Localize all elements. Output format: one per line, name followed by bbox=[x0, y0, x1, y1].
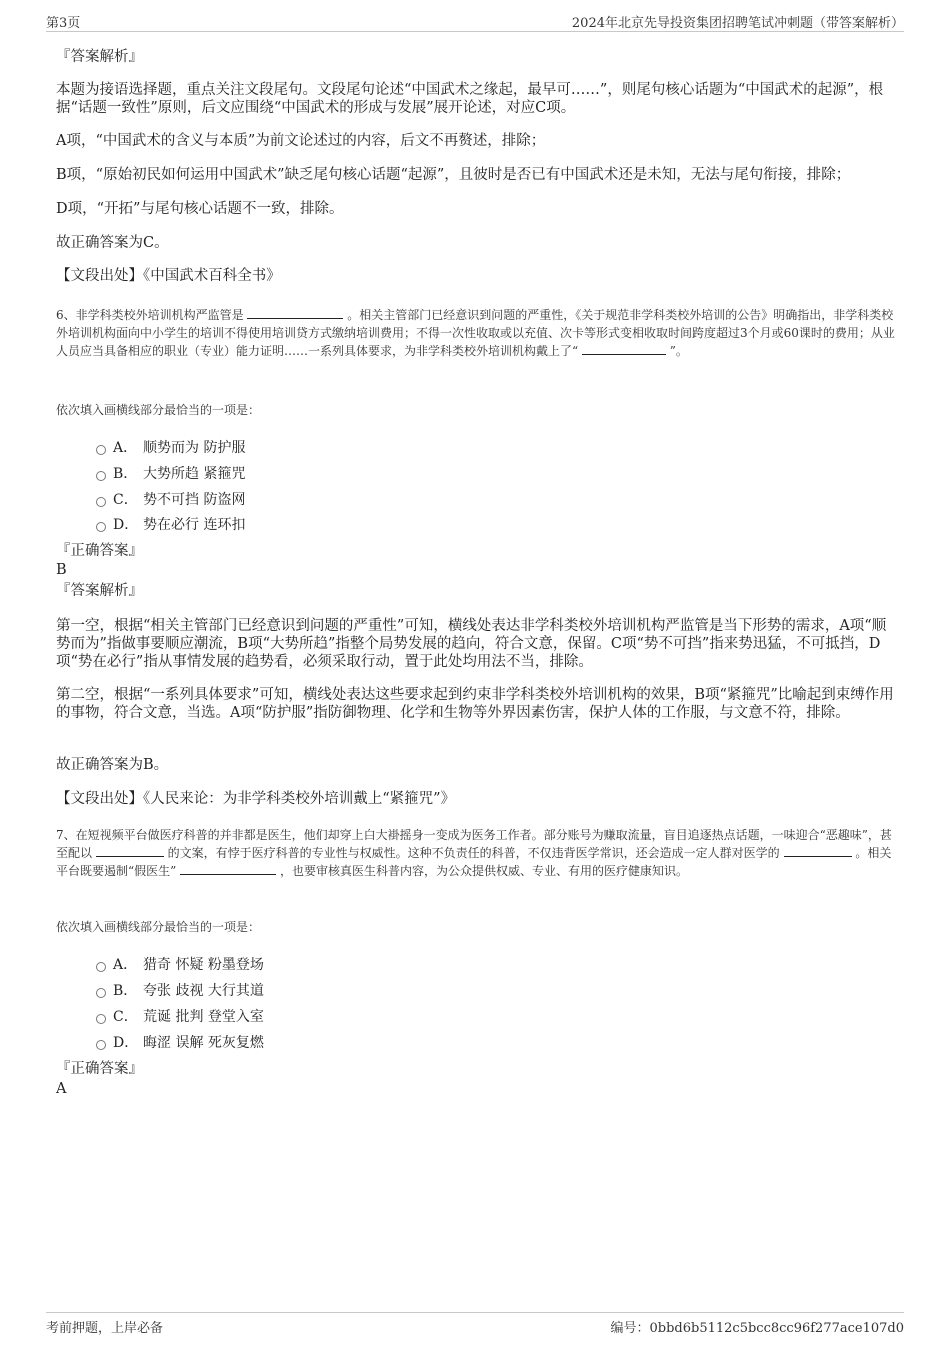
q6-analysis-heading: 『答案解析』 bbox=[56, 583, 143, 599]
footer-slogan: 考前押题，上岸必备 bbox=[46, 1321, 164, 1336]
q6-option-d[interactable]: D． 势在必行 连环扣 bbox=[96, 514, 245, 534]
q7-stem-part1: 7、在短视频平台做医疗科普的并非都是医生，他们却穿上白大褂摇身一变成为医务工作者。部分账号为赚取流量，盲目追逐热点话题，一味迎合“恶趣味”，甚至配以 bbox=[56, 828, 892, 860]
page-number: 第3页 bbox=[46, 16, 81, 31]
page-footer bbox=[46, 1312, 904, 1336]
page-header bbox=[46, 10, 904, 32]
q6-analysis-p1: 第一空，根据“相关主管部门已经意识到问题的严重性”可知，横线处表达非学科类校外培训机构严监管是当下形势的需求，A项“顺势而为”指做事要顺应潮流，B项“大势所趋”指整个局势发展的趋向，符合文意，保留。C项“势不可挡”指来势迅猛，不可抵挡，D项“势在必行”指从事情发展的趋势看，必须采取行动，置于此处均用法不当，排除。 bbox=[56, 618, 887, 670]
q6-stem-part2: 。相关主管部门已经意识到问题的严重性，《关于规范非学科类校外培训的公告》明确指出，非学科类校外培训机构面向中小学生的培训不得使用培训贷方式缴纳培训费用；不得一次性收取或以充值、次卡等形式变相收取时间跨度超过3个月或60课时的费用；从业人员应当具备相应的职业（专业）能力证明……一系列具体要求，为非学科类校外培训机构戴上了“ bbox=[56, 308, 895, 358]
q6-blank-2 bbox=[582, 342, 666, 355]
q6-option-c[interactable]: C． 势不可挡 防盗网 bbox=[96, 489, 245, 509]
document-code: 编号：0bbd6b5112c5bcc8cc96f277ace107d0 bbox=[610, 1321, 904, 1336]
radio-icon[interactable] bbox=[96, 1040, 106, 1050]
radio-icon[interactable] bbox=[96, 445, 106, 455]
q5-analysis-p4: D项，“开拓”与尾句核心话题不一致，排除。 bbox=[56, 201, 344, 217]
q6-answer-heading: 『正确答案』 bbox=[56, 543, 143, 559]
q5-analysis-p2: A项，“中国武术的含义与本质”为前文论述过的内容，后文不再赘述，排除； bbox=[56, 133, 546, 149]
q7-answer: A bbox=[56, 1081, 67, 1097]
q7-stem-part4: ，也要审核真医生科普内容，为公众提供权威、专业、有用的医疗健康知识。 bbox=[279, 864, 688, 878]
q6-stem-part1: 6、非学科类校外培训机构严监管是 bbox=[56, 308, 244, 322]
q6-blank-1 bbox=[247, 306, 343, 319]
radio-icon[interactable] bbox=[96, 962, 106, 972]
q7-answer-heading: 『正确答案』 bbox=[56, 1061, 143, 1077]
q5-source: 【文段出处】《中国武术百科全书》 bbox=[56, 268, 281, 284]
q7-blank-1 bbox=[96, 844, 164, 857]
q6-option-a[interactable]: A． 顺势而为 防护服 bbox=[96, 437, 245, 457]
radio-icon[interactable] bbox=[96, 471, 106, 481]
q7-blank-2 bbox=[784, 844, 852, 857]
q6-answer: B bbox=[56, 562, 67, 578]
q5-answer-line: 故正确答案为C。 bbox=[56, 235, 169, 251]
q6-option-b[interactable]: B． 大势所趋 紧箍咒 bbox=[96, 463, 245, 483]
radio-icon[interactable] bbox=[96, 1014, 106, 1024]
radio-icon[interactable] bbox=[96, 522, 106, 532]
q5-analysis-p1: 本题为接语选择题，重点关注文段尾句。文段尾句论述“中国武术之缘起，最早可……”，则尾句核心话题为“中国武术的起源”，根据“话题一致性”原则，后文应围绕“中国武术的形成与发展”展开论述，对应C项。 bbox=[56, 82, 884, 116]
q7-option-a[interactable]: A． 猎奇 怀疑 粉墨登场 bbox=[96, 954, 264, 974]
q5-analysis-p3: B项，“原始初民如何运用中国武术”缺乏尾句核心话题“起源”，且彼时是否已有中国武术还是未知，无法与尾句衔接，排除； bbox=[56, 167, 851, 183]
q6-prompt: 依次填入画横线部分最恰当的一项是： bbox=[56, 403, 261, 417]
q7-blank-3 bbox=[180, 862, 276, 875]
q7-stem-part2: 的文案，有悖于医疗科普的专业性与权威性。这种不负责任的科普，不仅违背医学常识，还会造成一定人群对医学的 bbox=[167, 846, 780, 860]
q6-answer-line: 故正确答案为B。 bbox=[56, 757, 169, 773]
q6-source: 【文段出处】《人民来论：为非学科类校外培训戴上“紧箍咒”》 bbox=[56, 791, 456, 807]
q6-analysis-p2: 第二空，根据“一系列具体要求”可知，横线处表达这些要求起到约束非学科类校外培训机构的效果，B项“紧箍咒”比喻起到束缚作用的事物，符合文意，当选。A项“防护服”指防御物理、化学和生物等外界因素伤害，保护人体的工作服，与文意不符，排除。 bbox=[56, 687, 894, 721]
q7-prompt: 依次填入画横线部分最恰当的一项是： bbox=[56, 920, 261, 934]
q6-stem-part3: ”。 bbox=[669, 344, 688, 358]
q7-option-b[interactable]: B． 夸张 歧视 大行其道 bbox=[96, 980, 264, 1000]
q7-stem-part3: 。相关平台既要遏制“假医生” bbox=[56, 846, 892, 878]
document-title: 2024年北京先导投资集团招聘笔试冲刺题（带答案解析） bbox=[571, 16, 904, 31]
radio-icon[interactable] bbox=[96, 988, 106, 998]
radio-icon[interactable] bbox=[96, 497, 106, 507]
q7-option-c[interactable]: C． 荒诞 批判 登堂入室 bbox=[96, 1006, 264, 1026]
q6-stem bbox=[56, 306, 896, 360]
q7-option-d[interactable]: D． 晦涩 误解 死灰复燃 bbox=[96, 1032, 264, 1052]
q5-analysis-heading: 『答案解析』 bbox=[56, 49, 143, 65]
q7-stem bbox=[56, 826, 896, 880]
